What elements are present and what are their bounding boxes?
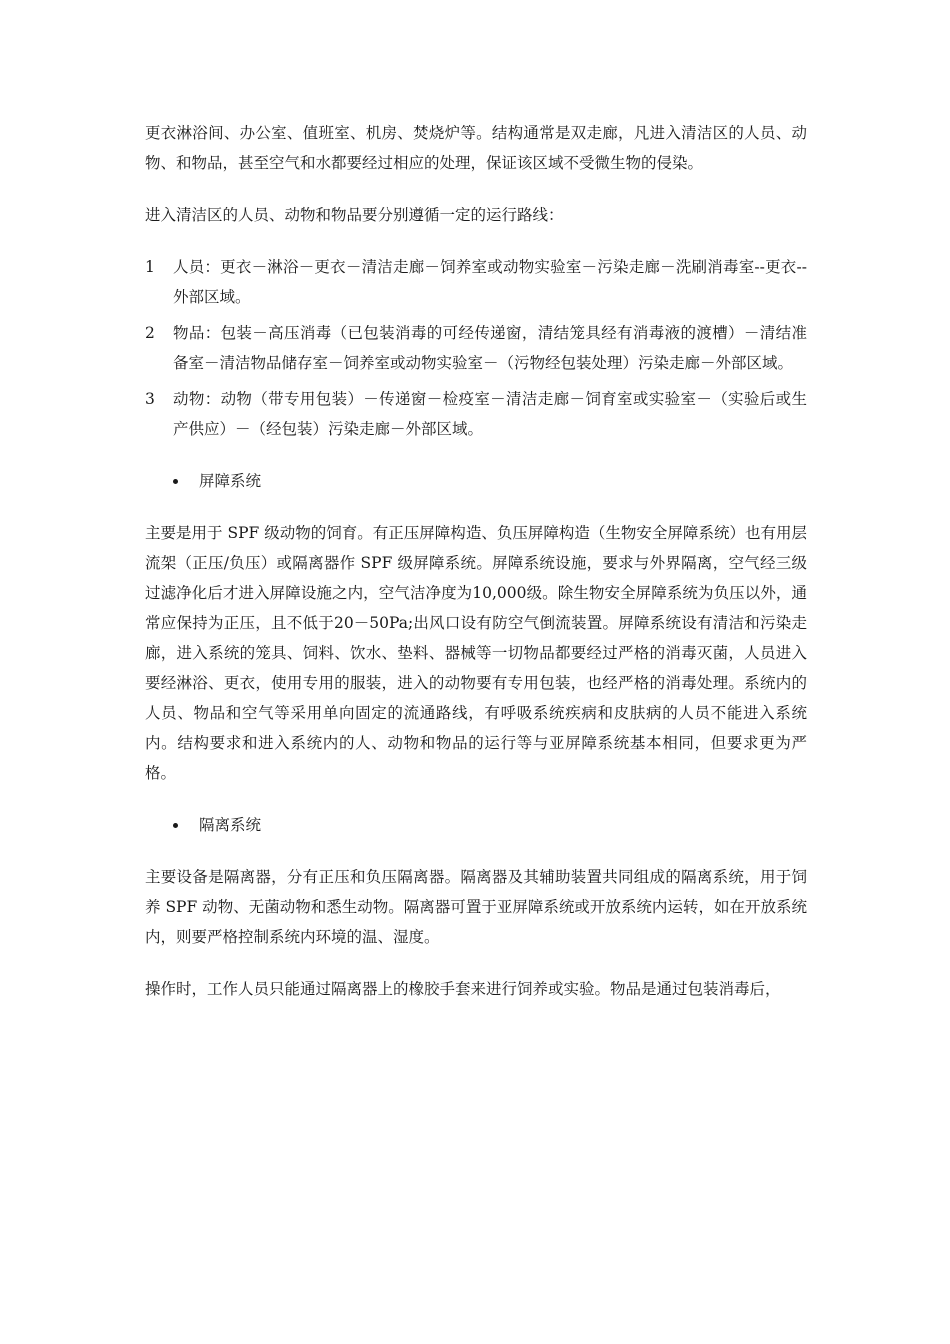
paragraph-intro: 更衣淋浴间、办公室、值班室、机房、焚烧炉等。结构通常是双走廊，凡进入清洁区的人员、动物、和物品，甚至空气和水都要经过相应的处理，保证该区域不受微生物的侵染。 xyxy=(145,124,807,172)
route-item-2 xyxy=(145,318,807,378)
route-item-3 xyxy=(145,384,807,444)
paragraph-isolation: 主要设备是隔离器，分有正压和负压隔离器。隔离器及其辅助装置共同组成的隔离系统，用于饲养 SPF 动物、无菌动物和悉生动物。隔离器可置于亚屏障系统或开放系统内运转，如在开放系统内，则要严格控制系统内环境的温、湿度。 xyxy=(145,868,807,946)
document-page xyxy=(145,118,807,1026)
bullet-icon xyxy=(173,823,178,828)
paragraph-routes-lead: 进入清洁区的人员、动物和物品要分别遵循一定的运行路线： xyxy=(145,206,564,224)
heading-barrier-system xyxy=(145,466,807,496)
route-item-1 xyxy=(145,252,807,312)
heading-text: 屏障系统 xyxy=(199,472,262,490)
bullet-icon xyxy=(173,479,178,484)
route-number: 3 xyxy=(145,390,155,408)
paragraph-operation: 操作时，工作人员只能通过隔离器上的橡胶手套来进行饲养或实验。物品是通过包装消毒后， xyxy=(145,980,781,998)
heading-isolation-system xyxy=(145,810,807,840)
route-list xyxy=(145,252,807,444)
paragraph-barrier: 主要是用于 SPF 级动物的饲育。有正压屏障构造、负压屏障构造（生物安全屏障系统）也有用层流架（正压/负压）或隔离器作 SPF 级屏障系统。屏障系统设施，要求与外界隔离，空气经三级过滤净化后才进入屏障设施之内，空气洁净度为10,000级。除生物安全屏障系统为负压以外，通常应保持为正压，且不低于20－50Pa;出风口设有防空气倒流装置。屏障系统设有清洁和污染走廊，进入系统的笼具、饲料、饮水、垫料、器械等一切物品都要经过严格的消毒灭菌，人员进入要经淋浴、更衣，使用专用的服装，进入的动物要有专用包装，也经严格的消毒处理。系统内的人员、物品和空气等采用单向固定的流通路线，有呼吸系统疾病和皮肤病的人员不能进入系统内。结构要求和进入系统内的人、动物和物品的运行等与亚屏障系统基本相同，但要求更为严格。 xyxy=(145,524,807,782)
route-text: 动物：动物（带专用包装）－传递窗－检疫室－清洁走廊－饲育室或实验室－（实验后或生产供应）－（经包装）污染走廊－外部区域。 xyxy=(173,390,807,438)
route-number: 1 xyxy=(145,258,155,276)
route-text: 物品：包装－高压消毒（已包装消毒的可经传递窗，清结笼具经有消毒液的渡槽）－清结准备室－清洁物品储存室－饲养室或动物实验室－（污物经包装处理）污染走廊－外部区域。 xyxy=(173,324,807,372)
route-number: 2 xyxy=(145,324,155,342)
route-text: 人员：更衣－淋浴－更衣－清洁走廊－饲养室或动物实验室－污染走廊－洗刷消毒室--更衣--外部区域。 xyxy=(173,258,807,306)
heading-text: 隔离系统 xyxy=(199,816,262,834)
